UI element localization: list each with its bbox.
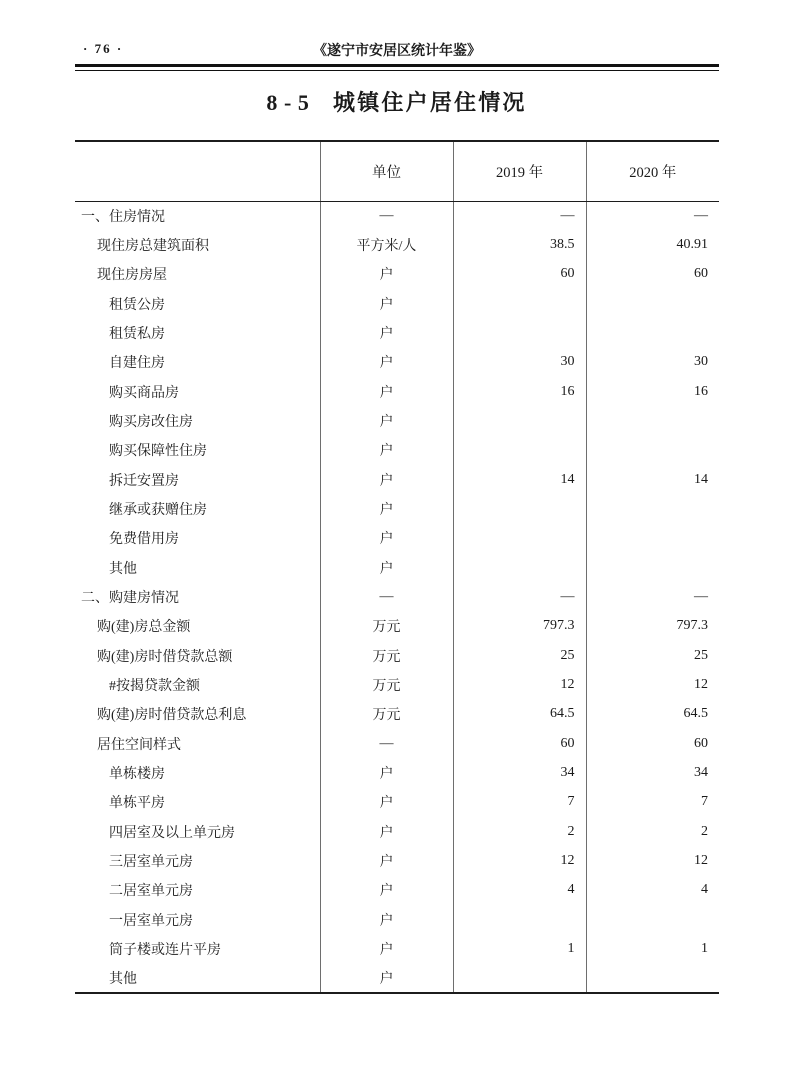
row-label: 购(建)房总金额 <box>75 612 320 641</box>
table-row <box>75 494 719 523</box>
row-label: 其他 <box>75 553 320 582</box>
table-row <box>75 260 719 289</box>
row-unit: 平方米/人 <box>320 230 453 259</box>
table-row <box>75 553 719 582</box>
row-value-2020: 797.3 <box>676 618 708 634</box>
row-value-2019 <box>453 494 586 523</box>
row-label: 继承或获赠住房 <box>75 494 320 523</box>
row-label: 二、购建房情况 <box>75 582 320 611</box>
row-value-2020: 30 <box>694 354 708 370</box>
row-value-2020 <box>586 494 719 523</box>
row-value-2020: 64.5 <box>683 706 708 722</box>
row-value-2019: 1 <box>453 934 586 963</box>
row-value-2019: 38.5 <box>453 230 586 259</box>
row-value-2020 <box>586 436 719 465</box>
column-header-2019: 2019 年 <box>453 141 586 201</box>
row-unit: 户 <box>320 465 453 494</box>
table-row <box>75 377 719 406</box>
row-label: 购买保障性住房 <box>75 436 320 465</box>
row-unit: 户 <box>320 758 453 787</box>
rule-thick <box>75 64 719 67</box>
row-label: 其他 <box>75 964 320 993</box>
row-value-2019: 64.5 <box>453 700 586 729</box>
row-label: 四居室及以上单元房 <box>75 817 320 846</box>
row-unit: 户 <box>320 348 453 377</box>
table-row <box>75 729 719 758</box>
row-value-2019 <box>453 905 586 934</box>
table-row <box>75 876 719 905</box>
row-value-2019 <box>453 964 586 993</box>
row-value-2020: 34 <box>694 764 708 780</box>
row-label: 现住房总建筑面积 <box>75 230 320 259</box>
table-row <box>75 641 719 670</box>
row-value-2019: 34 <box>453 758 586 787</box>
row-value-2020 <box>586 406 719 435</box>
row-label: 居住空间样式 <box>75 729 320 758</box>
table-row <box>75 524 719 553</box>
table-row <box>75 670 719 699</box>
table-row <box>75 700 719 729</box>
row-label: 免费借用房 <box>75 524 320 553</box>
header-double-rule <box>75 64 719 71</box>
row-value-2020: 25 <box>694 647 708 663</box>
row-label: 筒子楼或连片平房 <box>75 934 320 963</box>
row-label: 单栋平房 <box>75 788 320 817</box>
table-row <box>75 406 719 435</box>
column-header-2020: 2020 年 <box>586 141 719 201</box>
row-value-2019: 25 <box>453 641 586 670</box>
page-number: · 76 · <box>83 41 124 56</box>
row-label: 一、住房情况 <box>75 201 320 230</box>
rule-thin <box>75 70 719 72</box>
row-value-2020: 12 <box>694 852 708 868</box>
row-unit: 户 <box>320 846 453 875</box>
row-value-2020: 60 <box>694 735 708 751</box>
table-row <box>75 201 719 230</box>
row-value-2020 <box>586 553 719 582</box>
row-label: 现住房房屋 <box>75 260 320 289</box>
table-row <box>75 348 719 377</box>
row-value-2020: — <box>694 207 708 223</box>
row-unit: — <box>320 201 453 230</box>
row-value-2020 <box>586 289 719 318</box>
row-unit: 户 <box>320 553 453 582</box>
row-unit: 户 <box>320 377 453 406</box>
row-value-2019 <box>453 436 586 465</box>
row-unit: 户 <box>320 905 453 934</box>
row-label: 拆迁安置房 <box>75 465 320 494</box>
row-label: 租赁私房 <box>75 318 320 347</box>
row-label: 购(建)房时借贷款总利息 <box>75 700 320 729</box>
row-unit: 万元 <box>320 700 453 729</box>
row-value-2019 <box>453 406 586 435</box>
row-value-2019: 14 <box>453 465 586 494</box>
row-value-2020: 7 <box>701 794 708 810</box>
row-unit: 户 <box>320 934 453 963</box>
row-value-2019: — <box>453 582 586 611</box>
row-unit: 户 <box>320 817 453 846</box>
row-unit: 户 <box>320 436 453 465</box>
row-value-2020: 16 <box>694 383 708 399</box>
row-label: 购(建)房时借贷款总额 <box>75 641 320 670</box>
column-header-indicator <box>75 141 320 201</box>
table-row <box>75 289 719 318</box>
row-value-2020: 12 <box>694 676 708 692</box>
row-value-2019: 4 <box>453 876 586 905</box>
table-row <box>75 230 719 259</box>
row-value-2019 <box>453 553 586 582</box>
row-unit: 万元 <box>320 641 453 670</box>
table-row <box>75 905 719 934</box>
row-unit: — <box>320 729 453 758</box>
row-value-2019: 30 <box>453 348 586 377</box>
row-unit: 户 <box>320 406 453 435</box>
row-label: 二居室单元房 <box>75 876 320 905</box>
row-unit: 户 <box>320 289 453 318</box>
row-unit: 户 <box>320 524 453 553</box>
row-value-2020: 14 <box>694 471 708 487</box>
row-value-2020 <box>586 964 719 993</box>
table-row <box>75 436 719 465</box>
row-value-2019: — <box>453 201 586 230</box>
row-label: 三居室单元房 <box>75 846 320 875</box>
table-row <box>75 612 719 641</box>
table-row <box>75 817 719 846</box>
row-unit: 户 <box>320 788 453 817</box>
row-value-2020 <box>586 524 719 553</box>
row-value-2020 <box>586 318 719 347</box>
row-value-2019: 797.3 <box>453 612 586 641</box>
table-title-text: 城镇住户居住情况 <box>333 90 527 115</box>
row-value-2019 <box>453 524 586 553</box>
row-value-2019: 2 <box>453 817 586 846</box>
row-value-2019: 12 <box>453 846 586 875</box>
table-number: 8-5 <box>266 90 316 115</box>
row-value-2019: 7 <box>453 788 586 817</box>
row-unit: 户 <box>320 876 453 905</box>
table-row <box>75 934 719 963</box>
row-value-2020: — <box>694 588 708 604</box>
row-unit: 万元 <box>320 670 453 699</box>
table-body <box>75 201 719 993</box>
row-value-2019: 16 <box>453 377 586 406</box>
row-value-2019 <box>453 289 586 318</box>
table-row <box>75 465 719 494</box>
row-value-2019: 12 <box>453 670 586 699</box>
table-row <box>75 964 719 993</box>
row-value-2019 <box>453 318 586 347</box>
row-value-2020 <box>586 905 719 934</box>
row-value-2020: 60 <box>694 266 708 282</box>
row-label: 购买商品房 <box>75 377 320 406</box>
table-title <box>0 86 793 117</box>
row-unit: 户 <box>320 260 453 289</box>
row-value-2020: 4 <box>701 882 708 898</box>
row-unit: 户 <box>320 964 453 993</box>
row-unit: 户 <box>320 494 453 523</box>
row-value-2019: 60 <box>453 729 586 758</box>
row-label: 自建住房 <box>75 348 320 377</box>
table-row <box>75 846 719 875</box>
row-label: 单栋楼房 <box>75 758 320 787</box>
row-label: #按揭贷款金额 <box>75 670 320 699</box>
row-value-2020: 2 <box>701 823 708 839</box>
table-row <box>75 318 719 347</box>
row-unit: — <box>320 582 453 611</box>
column-header-unit: 单位 <box>320 141 453 201</box>
book-title: 《遂宁市安居区统计年鉴》 <box>313 44 481 59</box>
row-value-2019: 60 <box>453 260 586 289</box>
row-unit: 户 <box>320 318 453 347</box>
running-head <box>75 40 719 60</box>
row-unit: 万元 <box>320 612 453 641</box>
row-label: 租赁公房 <box>75 289 320 318</box>
row-value-2020: 40.91 <box>676 236 708 252</box>
table-header-row <box>75 141 719 201</box>
table-row <box>75 758 719 787</box>
row-label: 一居室单元房 <box>75 905 320 934</box>
row-label: 购买房改住房 <box>75 406 320 435</box>
statistics-table <box>75 140 719 994</box>
table-row <box>75 788 719 817</box>
table-row <box>75 582 719 611</box>
row-value-2020: 1 <box>701 940 708 956</box>
